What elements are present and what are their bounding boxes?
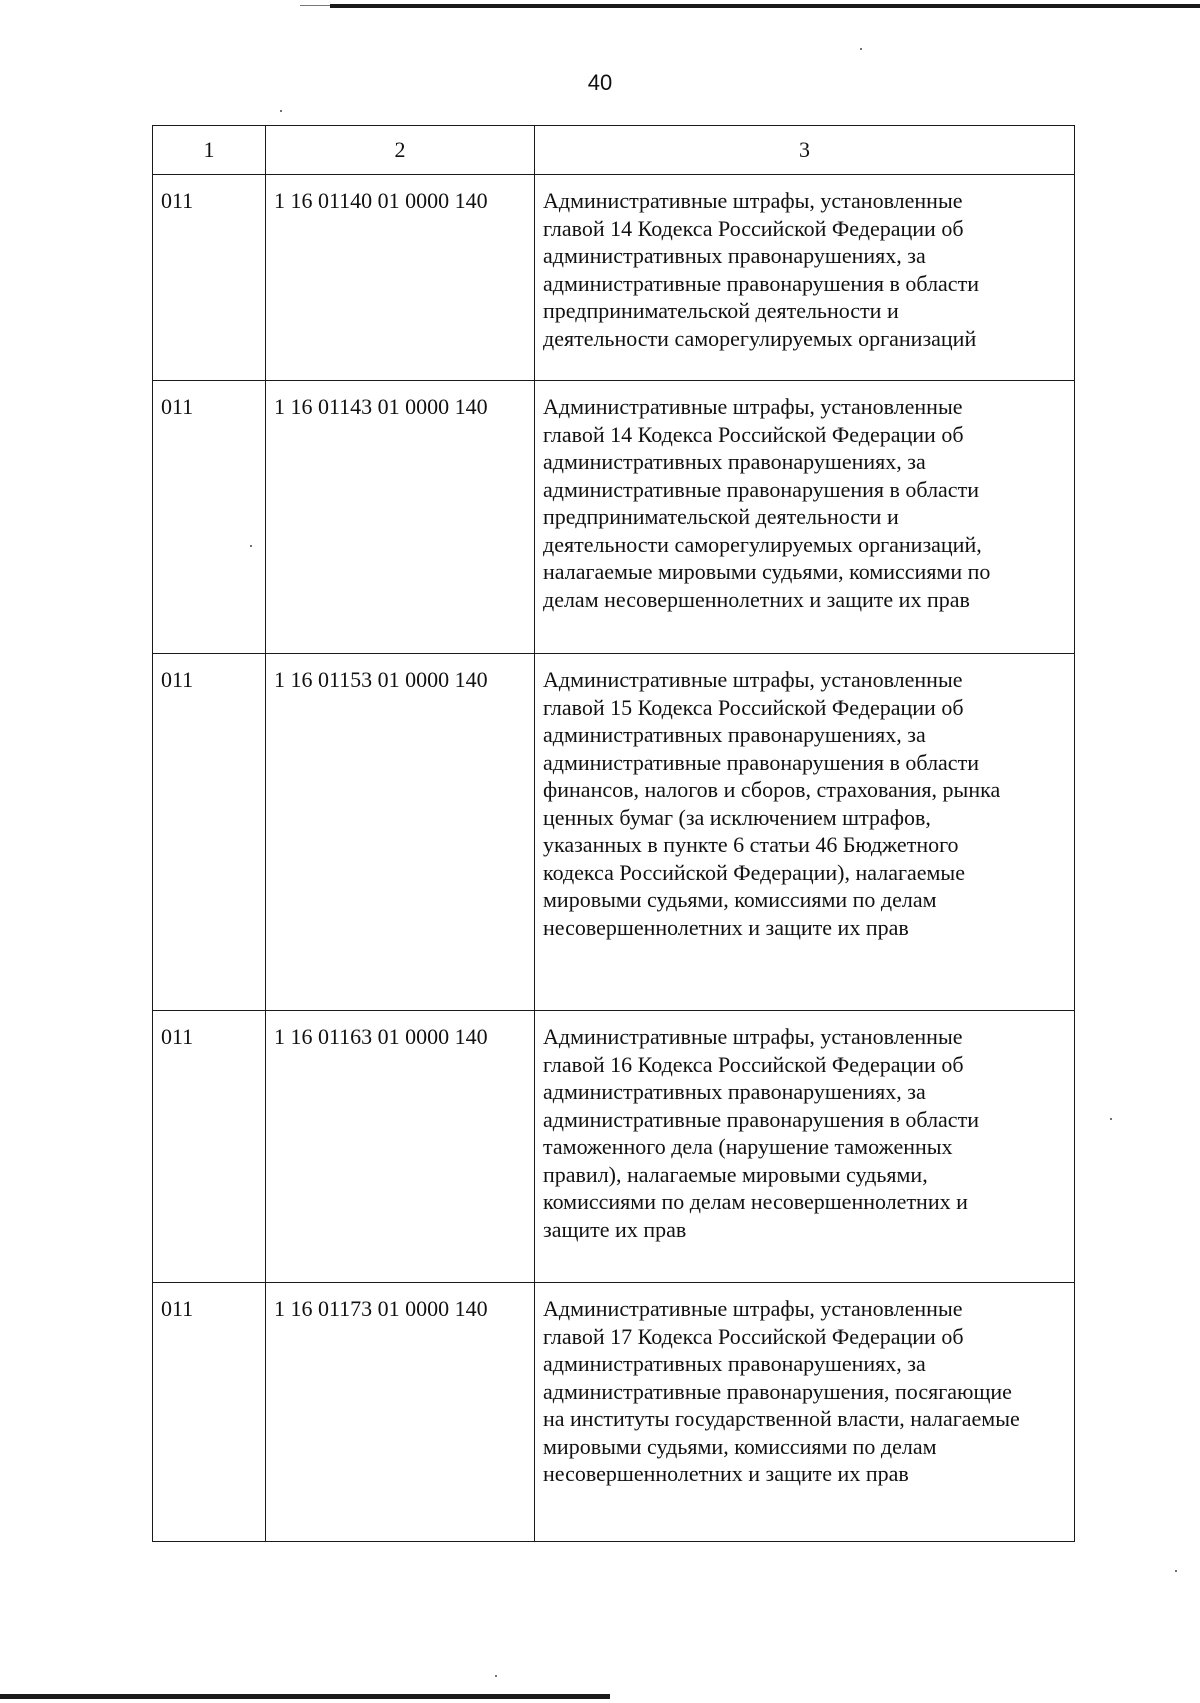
- kbk-code: 1 16 01163 01 0000 140: [274, 1024, 488, 1049]
- description-text: [535, 654, 1074, 941]
- description-line: несовершеннолетних и защите их прав: [543, 1461, 909, 1486]
- admin-code: 011: [161, 188, 194, 213]
- description-line: Административные штрафы, установленные: [543, 667, 963, 692]
- description-line: административные правонарушения в области: [543, 1106, 979, 1132]
- kbk-cell: [266, 1011, 535, 1283]
- description-line: таможенного дела (нарушение таможенных: [543, 1134, 953, 1159]
- admin-code-cell: [153, 381, 266, 654]
- admin-code: 011: [161, 1024, 194, 1049]
- kbk-cell: [266, 175, 535, 381]
- description-line: комиссиями по делам несовершеннолетних и: [543, 1189, 968, 1214]
- description-text: [535, 1011, 1074, 1243]
- admin-code: 011: [161, 1296, 194, 1321]
- description-line: главой 14 Кодекса Российской Федерации об: [543, 215, 964, 241]
- admin-code-cell: [153, 1283, 266, 1542]
- description-text: [535, 175, 1074, 352]
- description-line: главой 17 Кодекса Российской Федерации об: [543, 1323, 964, 1349]
- scan-speck: [1175, 1570, 1177, 1572]
- budget-codes-table: [152, 125, 1075, 1542]
- description-line: главой 16 Кодекса Российской Федерации об: [543, 1051, 964, 1077]
- description-cell: [535, 1283, 1075, 1542]
- description-line: несовершеннолетних и защите их прав: [543, 914, 909, 940]
- header-col-3: 3: [535, 126, 1075, 175]
- admin-code: 011: [161, 394, 194, 419]
- description-line: Административные штрафы, установленные: [543, 394, 963, 419]
- description-line: предпринимательской деятельности и: [543, 504, 899, 529]
- kbk-code: 1 16 01153 01 0000 140: [274, 667, 488, 692]
- table-row: [153, 1011, 1075, 1283]
- description-line: Административные штрафы, установленные: [543, 1296, 963, 1321]
- description-cell: [535, 654, 1075, 1011]
- description-line: Административные штрафы, установленные: [543, 188, 963, 213]
- description-line: делам несовершеннолетних и защите их прав: [543, 586, 970, 612]
- table-header-row: [153, 126, 1075, 175]
- admin-code: 011: [161, 667, 194, 692]
- kbk-code: 1 16 01173 01 0000 140: [274, 1296, 488, 1321]
- description-line: правил), налагаемые мировыми судьями,: [543, 1161, 928, 1187]
- table-row: [153, 175, 1075, 381]
- description-line: предпринимательской деятельности и: [543, 298, 899, 323]
- description-line: административных правонарушениях, за: [543, 243, 926, 268]
- description-text: [535, 381, 1074, 613]
- table-row: [153, 654, 1075, 1011]
- description-line: административные правонарушения, посягающие: [543, 1378, 1012, 1404]
- description-line: Административные штрафы, установленные: [543, 1024, 963, 1049]
- scan-speck: [1110, 1118, 1112, 1120]
- description-line: деятельности саморегулируемых организаций: [543, 325, 977, 351]
- description-text: [535, 1283, 1074, 1488]
- description-line: административных правонарушениях, за: [543, 1351, 926, 1376]
- kbk-cell: [266, 654, 535, 1011]
- description-line: деятельности саморегулируемых организаций,: [543, 531, 982, 557]
- description-line: на институты государственной власти, налагаемые: [543, 1406, 1020, 1431]
- description-line: главой 15 Кодекса Российской Федерации об: [543, 694, 964, 720]
- admin-code-cell: [153, 175, 266, 381]
- header-col-2: 2: [266, 126, 535, 175]
- description-cell: [535, 1011, 1075, 1283]
- scan-speck: [860, 48, 862, 50]
- scan-edge-top: [330, 4, 1200, 8]
- scan-edge-bottom: [0, 1694, 610, 1699]
- description-line: кодекса Российской Федерации), налагаемые: [543, 859, 965, 885]
- description-line: административные правонарушения в области: [543, 749, 979, 775]
- description-line: финансов, налогов и сборов, страхования, рынка: [543, 777, 1001, 802]
- table-row: [153, 1283, 1075, 1542]
- scan-speck: [495, 1675, 497, 1677]
- description-line: административных правонарушениях, за: [543, 1079, 926, 1104]
- header-col-1: 1: [153, 126, 266, 175]
- description-line: налагаемые мировыми судьями, комиссиями по: [543, 559, 991, 584]
- description-line: административных правонарушениях, за: [543, 449, 926, 474]
- description-line: мировыми судьями, комиссиями по делам: [543, 1433, 937, 1459]
- scan-speck: [280, 110, 282, 112]
- description-line: ценных бумаг (за исключением штрафов,: [543, 804, 931, 830]
- description-line: административные правонарушения в области: [543, 476, 979, 502]
- scan-speck: [250, 545, 252, 547]
- kbk-cell: [266, 1283, 535, 1542]
- admin-code-cell: [153, 1011, 266, 1283]
- kbk-cell: [266, 381, 535, 654]
- kbk-code: 1 16 01143 01 0000 140: [274, 394, 488, 419]
- description-cell: [535, 175, 1075, 381]
- description-cell: [535, 381, 1075, 654]
- description-line: защите их прав: [543, 1216, 687, 1242]
- description-line: административных правонарушениях, за: [543, 722, 926, 747]
- description-line: указанных в пункте 6 статьи 46 Бюджетного: [543, 832, 959, 857]
- admin-code-cell: [153, 654, 266, 1011]
- table-row: [153, 381, 1075, 654]
- description-line: главой 14 Кодекса Российской Федерации об: [543, 421, 964, 447]
- description-line: мировыми судьями, комиссиями по делам: [543, 887, 937, 912]
- kbk-code: 1 16 01140 01 0000 140: [274, 188, 488, 213]
- description-line: административные правонарушения в области: [543, 270, 979, 296]
- page-number: 40: [587, 70, 613, 95]
